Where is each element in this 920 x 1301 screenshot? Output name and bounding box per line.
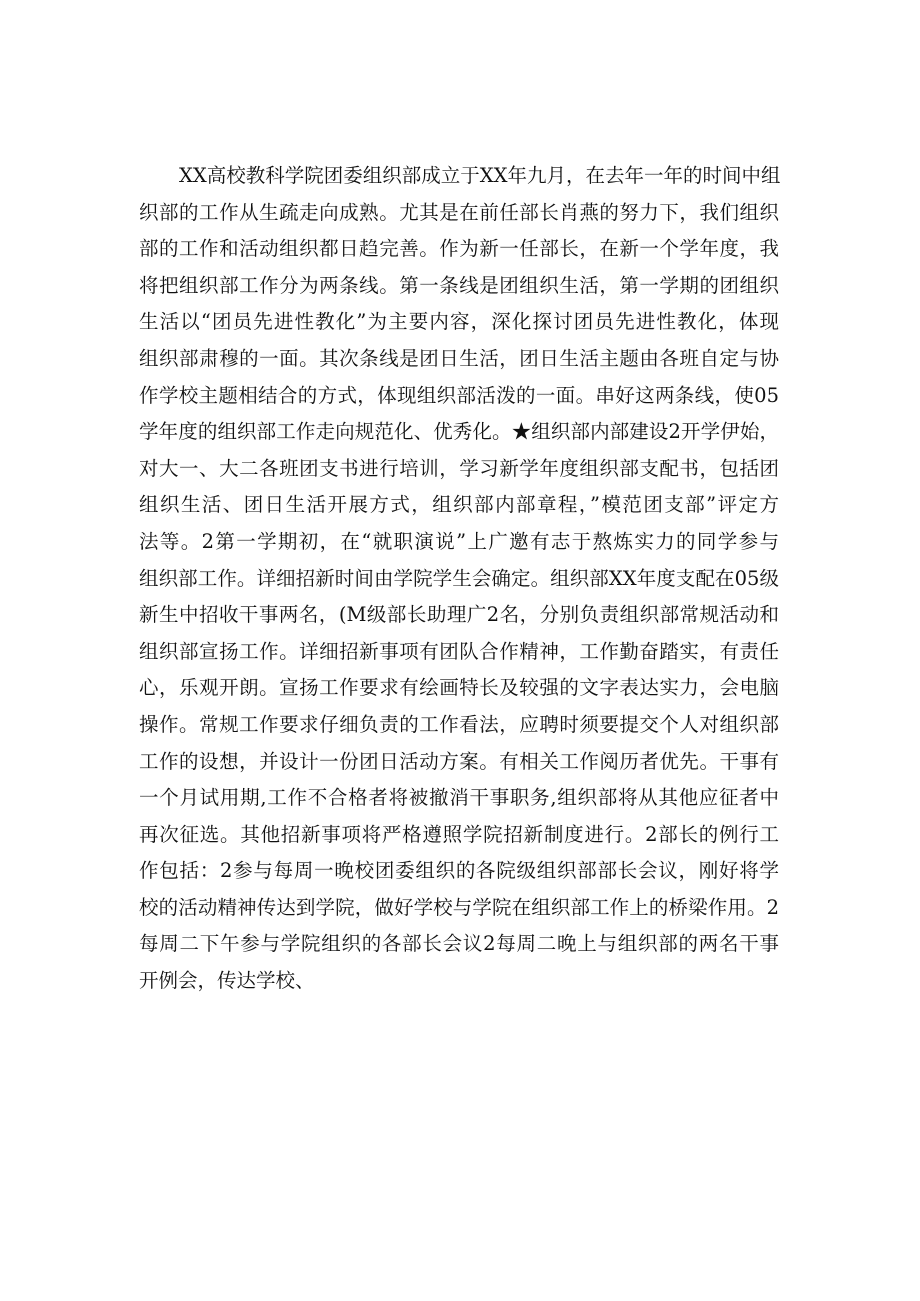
paragraph-line: 校的活动精神传达到学院，做好学校与学院在组织部工作上的桥梁作用。2 <box>139 895 779 919</box>
body-paragraph <box>139 158 779 1000</box>
paragraph-line: 法等。2第一学期初，在“就职演说”上广邀有志于熬炼实力的同学参与 <box>139 529 779 553</box>
paragraph-line: 学年度的组织部工作走向规范化、优秀化。★组织部内部建设2开学伊始， <box>139 420 779 444</box>
paragraph-line: 操作。常规工作要求仔细负责的工作看法，应聘时须要提交个人对组织部 <box>139 712 779 736</box>
paragraph-line: 组织部工作。详细招新时间由学院学生会确定。组织部XX年度支配在05级 <box>139 566 779 590</box>
paragraph-line: 组织部宣扬工作。详细招新事项有团队合作精神，工作勤奋踏实，有责任 <box>139 639 779 663</box>
paragraph-line: 一个月试用期,工作不合格者将被撤消干事职务,组织部将从其他应征者中 <box>139 786 779 810</box>
paragraph-line: 再次征选。其他招新事项将严格遵照学院招新制度进行。2部长的例行工 <box>139 822 779 846</box>
paragraph-line: 开例会，传达学校、 <box>139 969 315 993</box>
paragraph-line: 组织部肃穆的一面。其次条线是团日生活，团日生活主题由各班自定与协 <box>139 346 779 370</box>
paragraph-line: 生活以“团员先进性教化”为主要内容，深化探讨团员先进性教化，体现 <box>139 310 779 334</box>
paragraph-line: 作包括：2参与每周一晚校团委组织的各院级组织部部长会议，刚好将学 <box>139 859 779 883</box>
paragraph-line: 作学校主题相结合的方式，体现组织部活泼的一面。串好这两条线，使05 <box>139 383 779 407</box>
paragraph-line: 将把组织部工作分为两条线。第一条线是团组织生活，第一学期的团组织 <box>139 273 779 297</box>
paragraph-line: 心，乐观开朗。宣扬工作要求有绘画特长及较强的文字表达实力，会电脑 <box>139 676 779 700</box>
paragraph-line: 织部的工作从生疏走向成熟。尤其是在前任部长肖燕的努力下，我们组织 <box>139 200 779 224</box>
paragraph-line: 工作的设想，并设计一份团日活动方案。有相关工作阅历者优先。干事有 <box>139 749 779 773</box>
paragraph-line: 组织生活、团日生活开展方式，组织部内部章程，”模范团支部”评定方 <box>139 493 779 517</box>
paragraph-line: 每周二下午参与学院组织的各部长会议2每周二晚上与组织部的两名干事 <box>139 932 779 956</box>
paragraph-line: 对大一、大二各班团支书进行培训，学习新学年度组织部支配书，包括团 <box>139 456 779 480</box>
paragraph-line: XX高校教科学院团委组织部成立于XX年九月，在去年一年的时间中组 <box>179 164 781 187</box>
paragraph-line: 新生中招收干事两名，(M级部长助理广2名，分别负责组织部常规活动和 <box>139 603 779 627</box>
paragraph-line: 部的工作和活动组织都日趋完善。作为新一任部长，在新一个学年度，我 <box>139 237 779 261</box>
